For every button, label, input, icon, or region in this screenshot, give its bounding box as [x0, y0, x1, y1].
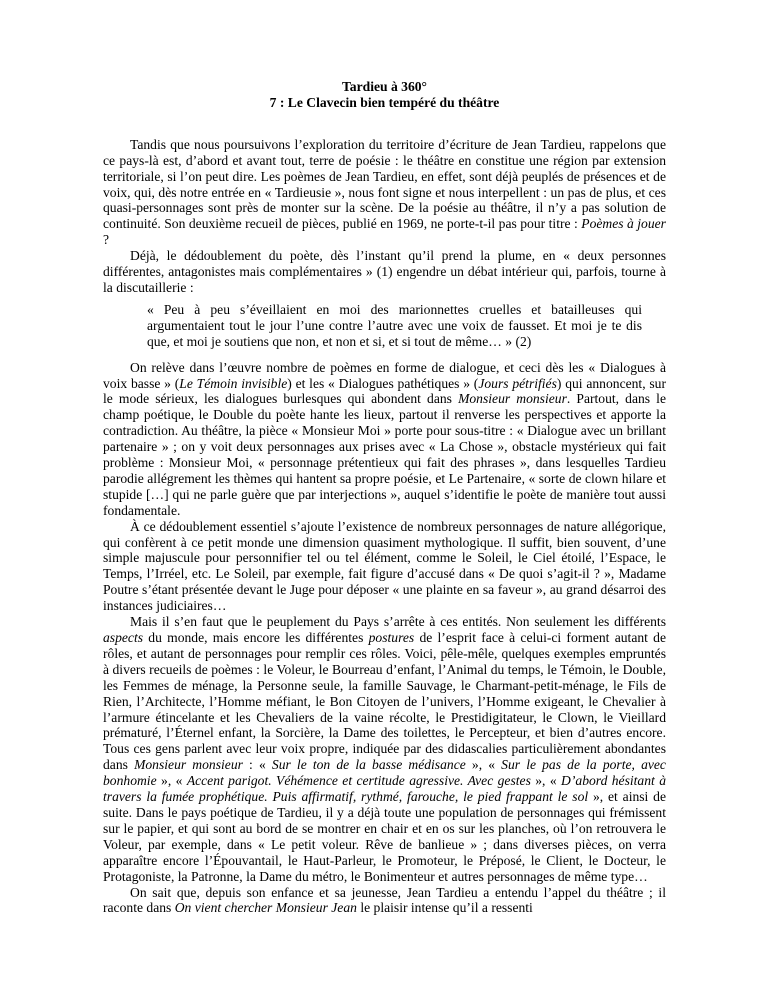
paragraph-3: On relève dans l’œuvre nombre de poèmes en forme de dialogue, et ceci dès les « Dialogues à voix basse » (Le Témoin invisible) et les « Dialogues pathétiques » (Jours pétrifiés) qui annoncent, sur le mode sérieux, les dialogues burlesques qui abondent dans Monsieur monsieur. Partout, dans le champ poétique, le Double du poète hante les lieux, partout il renverse les perspectives et apporte la contradiction. Au théâtre, la pièce « Monsieur Moi » porte pour sous-titre : « Dialogue avec un brillant partenaire » ; on y voit deux personnages aux prises avec « La Chose », obstacle mystérieux qui fait problème : Monsieur Moi, « personnage prétentieux qui fait des phrases », dans lesquelles Tardieu parodie allégrement les thèmes qui hantent sa propre poésie, et Le Partenaire, « sorte de clown hilare et stupide […] qui ne parle guère que par interjections », auquel s’identifie le poète de manière tout aussi fondamentale. [103, 359, 667, 518]
paragraph-1: Tandis que nous poursuivons l’exploration du territoire d’écriture de Jean Tardieu, rappelons que ce pays-là est, d’abord et avant tout, terre de poésie : le théâtre en constitue une région par extension territoriale, si l’on peut dire. Les poèmes de Jean Tardieu, en effet, sont déjà peuplés de présences et de voix, qui, dès notre entrée en « Tardieusie », nous font signe et nous interpellent : un pas de plus, et ces quasi-personnages sont près de monter sur la scène. De la poésie au théâtre, il n’y a pas solution de continuité. Son deuxième recueil de pièces, publié en 1969, ne porte-t-il pas pour titre : Poèmes à jouer ? [103, 136, 666, 248]
italic-text: Sur le pas de la porte, avec bonhomie [103, 757, 666, 789]
paragraph-4: À ce dédoublement essentiel s’ajoute l’existence de nombreux personnages de nature allégorique, qui confèrent à ce petit monde une dimension quasiment mythologique. Il suffit, bien souvent, d’une simple majuscule pour personnifier tel ou tel élément, comme le Soleil, le Ciel étoilé, l’Espace, le Temps, l’Irréel, etc. Le Soleil, par exemple, fait figure d’accusé dans « De quoi s’agit-il ? », Madame Poutre s’étant présentée devant le Juge pour déposer « une plainte en sa faveur », au grand désarroi des instances judiciaires… [103, 518, 666, 614]
italic-text: Monsieur monsieur [458, 391, 567, 407]
italic-text: Jours pétrifiés [478, 375, 557, 391]
title-line-1: Tardieu à 360° [341, 79, 427, 94]
paragraph-6: On sait que, depuis son enfance et sa jeunesse, Jean Tardieu a entendu l’appel du théâtre ; il raconte dans On vient chercher Monsieur Jean le plaisir intense qu’il a ressenti [103, 884, 666, 916]
paragraph-2: Déjà, le dédoublement du poète, dès l’instant qu’il prend la plume, en « deux personnes différentes, antagonistes mais complémentaires » (1) engendre un débat intérieur qui, parfois, tourne à la discutaillerie : [103, 248, 666, 295]
italic-text: Accent parigot. Véhémence et certitude agressive. Avec gestes [186, 773, 531, 789]
italic-text: Monsieur monsieur [134, 757, 243, 773]
italic-text: Le Témoin invisible [179, 375, 288, 391]
italic-text: On vient chercher Monsieur Jean [174, 900, 357, 916]
italic-text: Poèmes à jouer [581, 216, 666, 232]
title-line-2: 7 : Le Clavecin bien tempéré du théâtre [269, 94, 500, 110]
italic-text: aspects [103, 630, 144, 645]
paragraph-5: Mais il s’en faut que le peuplement du Pays s’arrête à ces entités. Non seulement les différents aspects du monde, mais encore les différentes postures de l’esprit face à celui-ci forment autant de rôles, et autant de personnages pour remplir ces rôles. Voici, pêle-mêle, quelques exemples empruntés à divers recueils de poèmes : le Voleur, le Bourreau d’enfant, l’Animal du temps, le Témoin, le Double, les Femmes de ménage, la Personne seule, la famille Sauvage, le Charmant-petit-ménage, le Fils de Rien, l’Architecte, l’Homme méfiant, le Bon Citoyen de l’univers, l’Homme exigeant, le Chevalier à l’armure étincelante et les Chevaliers de la vaine récolte, le Prestidigitateur, le Clown, le Vieillard prématuré, l’Éternel enfant, la Sorcière, la Dame des toilettes, le Percepteur, et bien d’autres encore. Tous ces gens parlent avec leur voix propre, indiquée par des didascalies particulièrement abondantes dans Monsieur monsieur : « Sur le ton de la basse médisance », « Sur le pas de la porte, avec bonhomie », « Accent parigot. Véhémence et certitude agressive. Avec gestes », « D’abord hésitant à travers la fumée prophétique. Puis affirmatif, rythmé, farouche, le pied frappant le sol », et ainsi de suite. Dans le pays poétique de Tardieu, il y a déjà toute une population de personnages qui frémissent sur le papier, et qui sont au bord de se montrer en chair et en os sur les planches, où l’on retrouvera le Voleur, par exemple, dans « Le petit voleur. Rêve de banlieue » ; dans diverses pièces, on verra apparaître encore l’Épouvantail, le Haut-Parleur, le Promoteur, le Préposé, le Client, le Docteur, le Protagoniste, la Patronne, la Dame du métro, le Bonimenteur et autres personnages de même type… [103, 614, 667, 884]
block-quote [147, 302, 642, 350]
quote-text: « Peu à peu s’éveillaient en moi des marionnettes cruelles et batailleuses qui argumentaient tout le jour l’une contre l’autre avec une voix de fausset. Et moi je te dis que, et moi je soutiens que non, et non et si, et si tout de même… » (2) [147, 301, 642, 349]
italic-text: D’abord hésitant à travers la fumée prophétique. Puis affirmatif, rythmé, farouche, le pied frappant le sol [103, 773, 666, 805]
italic-text: postures [368, 630, 415, 645]
document-page [103, 79, 666, 916]
italic-text: Sur le ton de la basse médisance [271, 757, 466, 773]
